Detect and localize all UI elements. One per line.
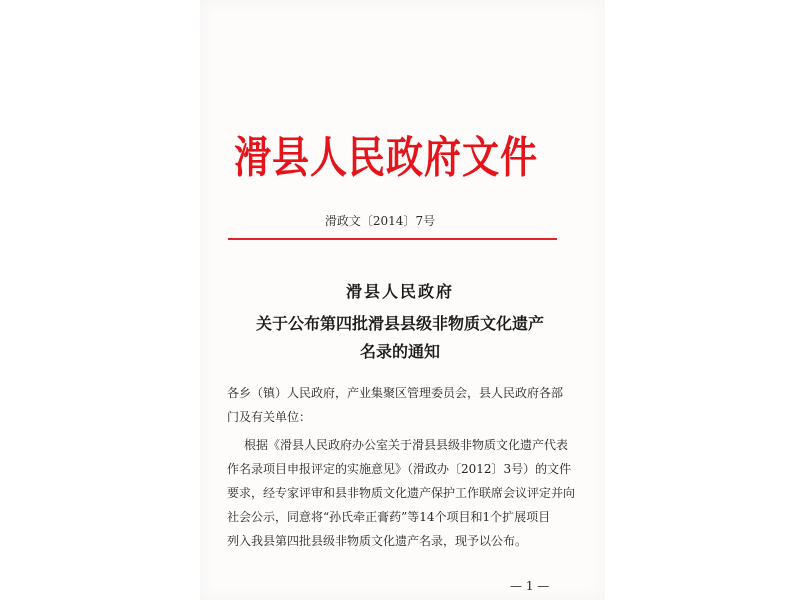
- notice-title-line-2: 名录的通知: [359, 342, 440, 361]
- body-text-line: 社会公示，同意将“孙氏牵正膏药”等14个项目和1个扩展项目: [227, 510, 551, 524]
- issuer-name: 滑县人民政府: [345, 282, 454, 301]
- document-number: 滑政文〔2014〕7号: [324, 214, 436, 228]
- addressee-line-1: 各乡（镇）人民政府，产业集聚区管理委员会，县人民政府各部: [227, 386, 564, 400]
- notice-title-line-1: 关于公布第四批滑县县级非物质文化遗产: [255, 314, 544, 333]
- red-divider-line: [228, 238, 557, 240]
- document-header: 滑县人民政府文件: [234, 131, 538, 184]
- body-text-line: 列入我县第四批县级非物质文化遗产名录，现予以公布。: [227, 534, 528, 548]
- page-number: — 1 —: [510, 579, 550, 593]
- body-text-line: 作名录项目申报评定的实施意见》（滑政办〔2012〕3号）的文件: [227, 462, 572, 476]
- body-text-line: 要求，经专家评审和县非物质文化遗产保护工作联席会议评定并向: [227, 486, 576, 500]
- addressee-line-2: 门及有关单位：: [227, 410, 312, 424]
- body-text-line: 根据《滑县人民政府办公室关于滑县县级非物质文化遗产代表: [244, 438, 569, 452]
